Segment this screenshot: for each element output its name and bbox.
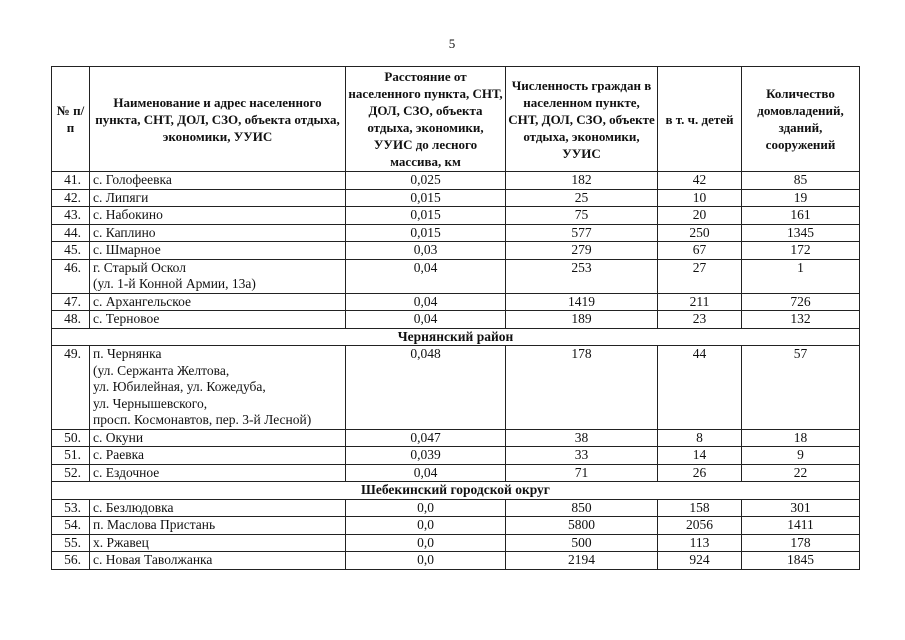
header-households: Количество домовладений, зданий, сооружений [742, 67, 860, 172]
settlement-name [90, 447, 346, 465]
settlement-name-line: г. Старый Оскол [93, 259, 186, 275]
settlement-name [90, 499, 346, 517]
row-number: 43. [52, 207, 90, 225]
table-row [52, 293, 860, 311]
settlement-name [90, 172, 346, 190]
table-row [52, 311, 860, 329]
children-value: 10 [658, 189, 742, 207]
row-number: 51. [52, 447, 90, 465]
distance-value: 0,015 [346, 189, 506, 207]
header-population: Численность граждан в населенном пункте, СНТ, ДОЛ, СЗО, объекте отдыха, экономики, УУИС [506, 67, 658, 172]
row-number: 50. [52, 429, 90, 447]
settlement-name-line: ул. Чернышевского, [93, 395, 208, 411]
households-value: 1845 [742, 552, 860, 570]
households-value: 178 [742, 534, 860, 552]
population-value: 5800 [506, 517, 658, 535]
households-value: 19 [742, 189, 860, 207]
district-row [52, 328, 860, 346]
settlement-name-line: с. Архангельское [93, 293, 192, 309]
row-number: 44. [52, 224, 90, 242]
distance-value: 0,039 [346, 447, 506, 465]
settlement-name-line: с. Каплино [93, 224, 156, 240]
settlement-name-line: (ул. 1-й Конной Армии, 13а) [93, 276, 256, 291]
population-value: 25 [506, 189, 658, 207]
distance-value: 0,04 [346, 293, 506, 311]
settlement-name [90, 189, 346, 207]
settlement-name-line: с. Окуни [93, 429, 144, 445]
children-value: 250 [658, 224, 742, 242]
children-value: 26 [658, 464, 742, 482]
distance-value: 0,0 [346, 534, 506, 552]
settlement-name-line: х. Ржавец [93, 534, 149, 550]
table-row [52, 346, 860, 430]
table-row [52, 189, 860, 207]
children-value: 924 [658, 552, 742, 570]
settlement-name [90, 224, 346, 242]
children-value: 211 [658, 293, 742, 311]
table-row [52, 499, 860, 517]
settlement-name-line: п. Чернянка [93, 346, 162, 361]
settlement-name [90, 242, 346, 260]
settlement-name [90, 552, 346, 570]
settlement-name [90, 207, 346, 225]
households-value: 85 [742, 172, 860, 190]
population-value: 500 [506, 534, 658, 552]
distance-value: 0,04 [346, 464, 506, 482]
households-value: 18 [742, 429, 860, 447]
distance-value: 0,03 [346, 242, 506, 260]
table-row [52, 464, 860, 482]
settlement-name [90, 259, 346, 293]
row-number: 46. [52, 259, 90, 293]
row-number: 47. [52, 293, 90, 311]
table-header-row [52, 67, 860, 172]
district-heading: Чернянский район [52, 328, 860, 346]
row-number: 42. [52, 189, 90, 207]
population-value: 1419 [506, 293, 658, 311]
page-number: 5 [448, 36, 456, 51]
settlement-name-line: с. Новая Таволжанка [93, 552, 213, 567]
settlement-name-line: ул. Юбилейная, ул. Кожедуба, [93, 379, 266, 394]
population-value: 178 [506, 346, 658, 430]
population-value: 71 [506, 464, 658, 482]
table-row [52, 242, 860, 260]
population-value: 279 [506, 242, 658, 260]
header-number: № п/п [52, 67, 90, 172]
households-value: 22 [742, 464, 860, 482]
distance-value: 0,015 [346, 207, 506, 225]
households-value: 57 [742, 346, 860, 430]
children-value: 2056 [658, 517, 742, 535]
population-value: 577 [506, 224, 658, 242]
table-row [52, 224, 860, 242]
settlement-name-line: с. Набокино [93, 207, 163, 222]
households-value: 161 [742, 207, 860, 225]
district-row [52, 482, 860, 500]
population-value: 253 [506, 259, 658, 293]
distance-value: 0,047 [346, 429, 506, 447]
households-value: 172 [742, 242, 860, 260]
children-value: 44 [658, 346, 742, 430]
table-row [52, 207, 860, 225]
households-value: 301 [742, 499, 860, 517]
distance-value: 0,0 [346, 499, 506, 517]
population-value: 189 [506, 311, 658, 329]
settlement-name-line: с. Безлюдовка [93, 499, 174, 515]
settlement-name-line: с. Раевка [93, 447, 144, 462]
population-value: 182 [506, 172, 658, 190]
children-value: 42 [658, 172, 742, 190]
header-name-address: Наименование и адрес населенного пункта, СНТ, ДОЛ, СЗО, объекта отдыха, экономики, УУИС [90, 67, 346, 172]
settlements-table [51, 66, 860, 570]
table-row [52, 429, 860, 447]
row-number: 41. [52, 172, 90, 190]
settlement-name-line: с. Терновое [93, 311, 160, 326]
households-value: 1 [742, 259, 860, 293]
row-number: 55. [52, 534, 90, 552]
row-number: 56. [52, 552, 90, 570]
children-value: 23 [658, 311, 742, 329]
distance-value: 0,048 [346, 346, 506, 430]
population-value: 75 [506, 207, 658, 225]
population-value: 38 [506, 429, 658, 447]
households-value: 132 [742, 311, 860, 329]
distance-value: 0,015 [346, 224, 506, 242]
settlement-name-line: с. Ездочное [93, 464, 160, 480]
row-number: 49. [52, 346, 90, 430]
table-body [52, 172, 860, 570]
households-value: 726 [742, 293, 860, 311]
children-value: 158 [658, 499, 742, 517]
district-heading: Шебекинский городской округ [52, 482, 860, 500]
households-value: 1411 [742, 517, 860, 535]
distance-value: 0,0 [346, 552, 506, 570]
table-row [52, 534, 860, 552]
population-value: 33 [506, 447, 658, 465]
households-value: 1345 [742, 224, 860, 242]
row-number: 54. [52, 517, 90, 535]
settlement-name [90, 534, 346, 552]
distance-value: 0,025 [346, 172, 506, 190]
households-value: 9 [742, 447, 860, 465]
row-number: 45. [52, 242, 90, 260]
settlement-name-line: с. Шмарное [93, 242, 161, 257]
population-value: 2194 [506, 552, 658, 570]
settlement-name [90, 293, 346, 311]
settlement-name-line: с. Голофеевка [93, 172, 172, 187]
population-value: 850 [506, 499, 658, 517]
children-value: 14 [658, 447, 742, 465]
distance-value: 0,04 [346, 259, 506, 293]
distance-value: 0,0 [346, 517, 506, 535]
distance-value: 0,04 [346, 311, 506, 329]
settlement-name [90, 429, 346, 447]
settlement-name [90, 517, 346, 535]
settlement-name [90, 311, 346, 329]
row-number: 53. [52, 499, 90, 517]
header-children: в т. ч. детей [658, 67, 742, 172]
settlement-name-line: просп. Космонавтов, пер. 3-й Лесной) [93, 412, 312, 427]
children-value: 20 [658, 207, 742, 225]
settlement-name [90, 464, 346, 482]
table-row [52, 259, 860, 293]
table-row [52, 172, 860, 190]
row-number: 48. [52, 311, 90, 329]
children-value: 113 [658, 534, 742, 552]
settlement-name-line: (ул. Сержанта Желтова, [93, 362, 230, 378]
settlement-name [90, 346, 346, 430]
settlement-name-line: п. Маслова Пристань [93, 517, 216, 532]
table-row [52, 447, 860, 465]
row-number: 52. [52, 464, 90, 482]
table-row [52, 517, 860, 535]
settlement-name-line: с. Липяги [93, 189, 149, 205]
header-distance: Расстояние от населенного пункта, СНТ, ДОЛ, СЗО, объекта отдыха, экономики, УУИС до лесного массива, км [346, 67, 506, 172]
table-row [52, 552, 860, 570]
children-value: 67 [658, 242, 742, 260]
children-value: 27 [658, 259, 742, 293]
children-value: 8 [658, 429, 742, 447]
